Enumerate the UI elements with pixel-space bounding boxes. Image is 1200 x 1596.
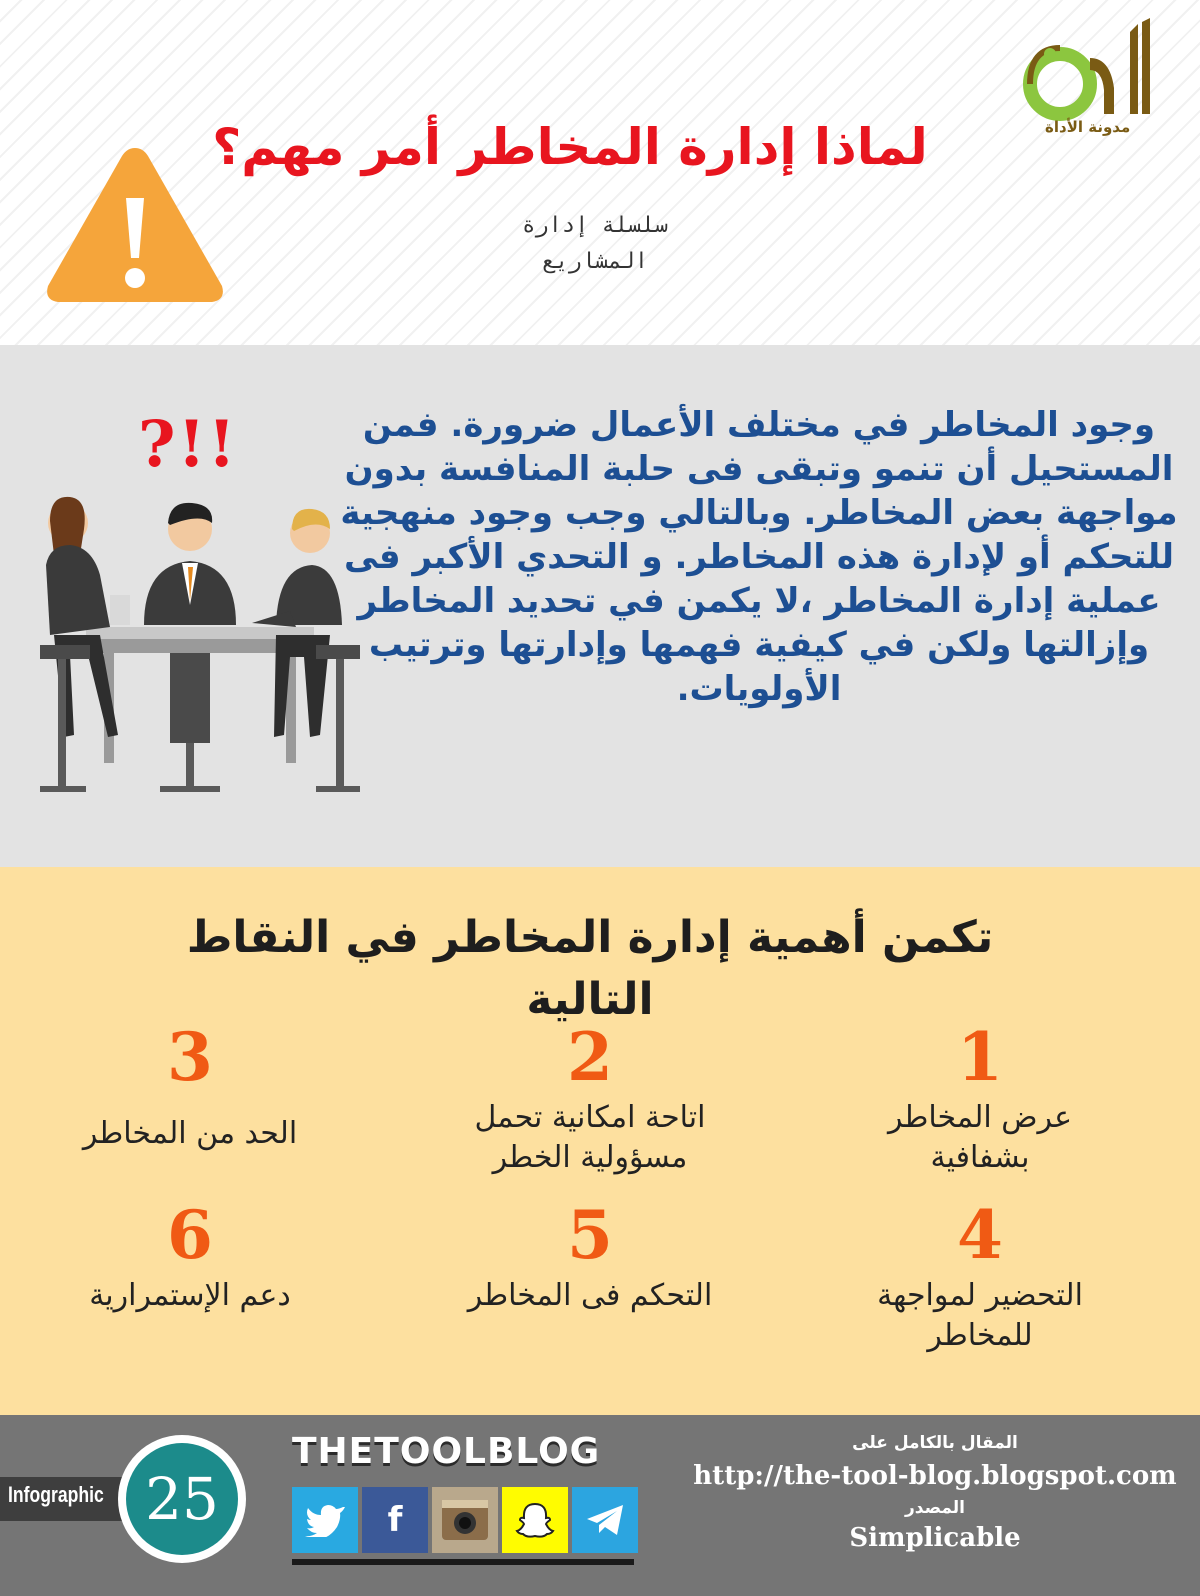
brand-name: THETOOLBLOG [292, 1431, 601, 1472]
point-item-1 [820, 1018, 1140, 1178]
footer [0, 1415, 1200, 1596]
source-block [690, 1429, 1180, 1555]
infographic-number-badge [118, 1435, 246, 1563]
point-label: التحضير لمواجهة للمخاطر [877, 1278, 1083, 1353]
series-subtitle-line1: سلسلة إدارة [522, 213, 668, 238]
header [0, 0, 1200, 345]
point-number: 6 [167, 1196, 213, 1274]
intro-paragraph: وجود المخاطر في مختلف الأعمال ضرورة. فمن المستحيل أن تنمو وتبقى فى حلبة المنافسة بدون مواجهة بعض المخاطر. وبالتالي وجب وجود منهجية للتحكم أو لإدارة هذه المخاطر. و التحدي الأكبر فى عملية إدارة المخاطر ،لا يكمن في تحديد المخاطر وإزالتها ولكن في كيفية فهمها وإدارتها وترتيب الأولويات. [340, 405, 1178, 709]
social-icons [292, 1487, 642, 1559]
business-meeting-illustration [40, 405, 360, 825]
social-icons-base [292, 1559, 634, 1565]
point-number: 5 [567, 1196, 613, 1274]
point-label: عرض المخاطر بشفافية [887, 1100, 1072, 1175]
instagram-icon[interactable] [432, 1487, 498, 1553]
facebook-icon[interactable]: f [362, 1487, 428, 1553]
point-number: 2 [567, 1018, 613, 1096]
point-item-2 [430, 1018, 750, 1178]
point-number: 3 [167, 1018, 213, 1096]
point-number: 4 [957, 1196, 1003, 1274]
points-section [0, 867, 1200, 1415]
full-article-label: المقال بالكامل على [852, 1433, 1018, 1453]
logo-subtitle: مدونة الأداة [1045, 118, 1131, 136]
point-item-5 [430, 1196, 750, 1316]
point-label: اتاحة امكانية تحمل مسؤولية الخطر [474, 1100, 706, 1175]
telegram-icon[interactable] [572, 1487, 638, 1553]
series-subtitle-line2: المشاريع [542, 249, 648, 274]
page-title: لماذا إدارة المخاطر أمر مهم؟ [212, 118, 928, 176]
point-item-3 [30, 1018, 350, 1154]
point-label: الحد من المخاطر [82, 1116, 298, 1151]
point-item-4 [820, 1196, 1140, 1356]
source-name: Simplicable [849, 1523, 1021, 1553]
point-label: التحكم فى المخاطر [467, 1278, 713, 1313]
series-subtitle [440, 208, 750, 280]
badge-label: Infographic [8, 1482, 104, 1507]
point-label: دعم الإستمرارية [89, 1278, 291, 1313]
intro-section [0, 345, 1200, 867]
snapchat-icon[interactable] [502, 1487, 568, 1553]
point-number: 1 [957, 1018, 1003, 1096]
badge-number: 25 [126, 1443, 238, 1555]
point-item-6 [30, 1196, 350, 1316]
article-url-link[interactable]: http://the-tool-blog.blogspot.com [693, 1461, 1177, 1491]
question-exclamation-marks: ?!! [138, 407, 238, 482]
source-label: المصدر [905, 1498, 965, 1518]
twitter-icon[interactable] [292, 1487, 358, 1553]
points-heading: تكمن أهمية إدارة المخاطر في النقاط التالية [186, 912, 994, 1025]
